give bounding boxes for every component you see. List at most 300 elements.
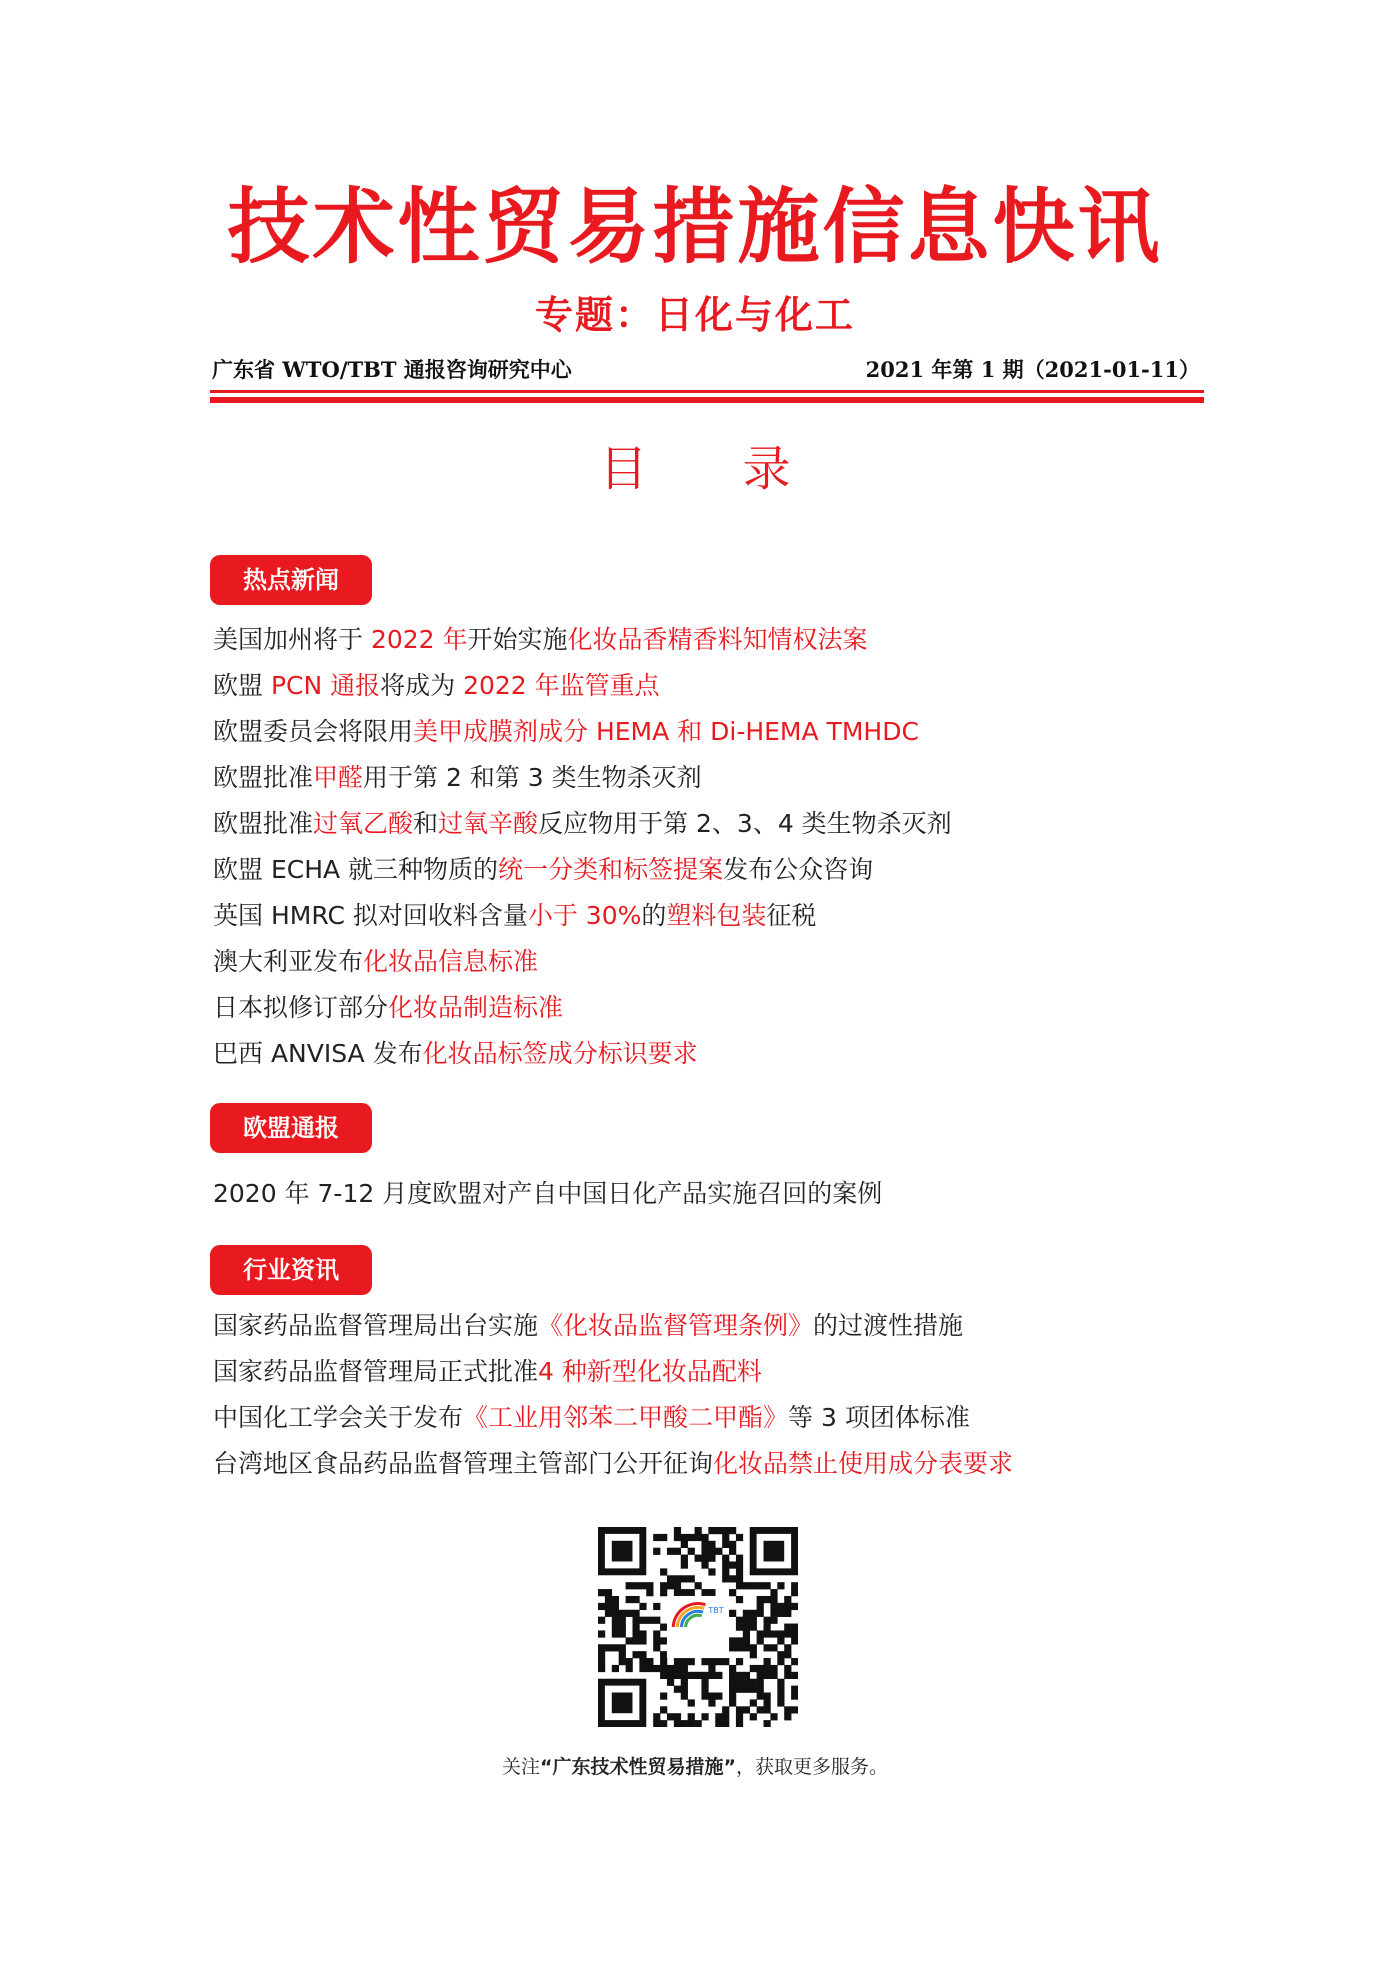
- qr-module: [701, 1561, 708, 1568]
- highlighted-text: 甲醛: [313, 763, 364, 792]
- qr-module: [722, 1561, 729, 1568]
- qr-module: [770, 1589, 777, 1596]
- highlighted-text: 小于 30%: [527, 901, 642, 930]
- qr-module: [701, 1686, 708, 1693]
- qr-module: [784, 1644, 791, 1651]
- qr-module: [708, 1541, 715, 1548]
- qr-module: [736, 1686, 743, 1693]
- highlighted-text: 《工业用邻苯二甲酸二甲酯》: [463, 1403, 789, 1432]
- qr-module: [736, 1713, 743, 1720]
- qr-module: [757, 1679, 764, 1686]
- qr-code-image: [598, 1527, 798, 1727]
- qr-module: [791, 1658, 798, 1665]
- qr-module: [750, 1679, 757, 1686]
- qr-module: [715, 1658, 722, 1665]
- qr-module: [701, 1679, 708, 1686]
- qr-module: [736, 1672, 743, 1679]
- qr-module: [777, 1699, 784, 1706]
- qr-module: [660, 1582, 667, 1589]
- qr-module: [757, 1610, 764, 1617]
- qr-module: [708, 1699, 715, 1706]
- qr-module: [612, 1617, 619, 1624]
- qr-module: [722, 1658, 729, 1665]
- qr-module: [770, 1630, 777, 1637]
- qr-module: [715, 1720, 722, 1727]
- qr-module: [646, 1582, 653, 1589]
- qr-module: [619, 1617, 626, 1624]
- qr-module: [777, 1610, 784, 1617]
- qr-module: [764, 1617, 771, 1624]
- qr-module: [667, 1679, 674, 1686]
- qr-module: [701, 1555, 708, 1562]
- highlighted-text: 化妆品标签成分标识要求: [422, 1039, 698, 1068]
- qr-module: [660, 1637, 667, 1644]
- header-divider-thick: [210, 397, 1204, 403]
- qr-module: [639, 1582, 646, 1589]
- qr-module: [764, 1644, 771, 1651]
- highlighted-text: 化妆品禁止使用成分表要求: [713, 1449, 1014, 1478]
- qr-module: [791, 1672, 798, 1679]
- newsletter-subtitle: 专题：日化与化工: [534, 293, 855, 337]
- item-text: 开始实施: [467, 625, 568, 654]
- qr-module: [653, 1665, 660, 1672]
- qr-module: [722, 1568, 729, 1575]
- issuer-name: 广东省 WTO/TBT 通报咨询研究中心: [212, 357, 572, 382]
- toc-item[interactable]: [213, 709, 952, 755]
- qr-module: [660, 1568, 667, 1575]
- qr-module: [743, 1679, 750, 1686]
- toc-item[interactable]: [213, 755, 952, 801]
- qr-module: [715, 1548, 722, 1555]
- qr-module: [660, 1706, 667, 1713]
- follow-caption: [0, 1752, 1390, 1779]
- qr-module: [736, 1720, 743, 1727]
- qr-module: [639, 1617, 646, 1624]
- qr-module: [674, 1665, 681, 1672]
- qr-module: [743, 1637, 750, 1644]
- toc-item[interactable]: [213, 847, 952, 893]
- item-text: 的: [641, 901, 667, 930]
- toc-title: 目 录: [599, 441, 831, 497]
- qr-module: [777, 1651, 784, 1658]
- qr-module: [722, 1555, 729, 1562]
- qr-module: [777, 1603, 784, 1610]
- item-text: 欧盟委员会将限用: [213, 717, 414, 746]
- qr-module: [598, 1651, 605, 1658]
- qr-module: [784, 1665, 791, 1672]
- qr-module: [708, 1672, 715, 1679]
- caption-suffix: ，获取更多服务。: [735, 1756, 888, 1778]
- qr-module: [708, 1693, 715, 1700]
- qr-module: [605, 1644, 612, 1651]
- qr-module: [757, 1596, 764, 1603]
- item-text: 欧盟 ECHA 就三种物质的: [213, 855, 499, 884]
- highlighted-text: 美甲成膜剂成分 HEMA 和 Di-HEMA TMHDC: [413, 717, 919, 746]
- qr-module: [729, 1699, 736, 1706]
- qr-module: [674, 1672, 681, 1679]
- qr-module: [639, 1658, 646, 1665]
- qr-module: [729, 1575, 736, 1582]
- industry-news-list: [213, 1303, 1013, 1487]
- qr-module: [764, 1720, 771, 1727]
- highlighted-text: 2022 年监管重点: [463, 671, 660, 700]
- qr-module: [632, 1610, 639, 1617]
- toc-item[interactable]: [213, 617, 952, 663]
- highlighted-text: 过氧乙酸: [313, 809, 414, 838]
- qr-module: [750, 1699, 757, 1706]
- qr-module: [708, 1527, 715, 1534]
- qr-module: [695, 1555, 702, 1562]
- item-text: 征税: [766, 901, 817, 930]
- qr-module: [674, 1713, 681, 1720]
- qr-module: [639, 1637, 646, 1644]
- qr-module: [757, 1582, 764, 1589]
- qr-module: [701, 1534, 708, 1541]
- qr-module: [646, 1589, 653, 1596]
- qr-module: [681, 1679, 688, 1686]
- qr-module: [722, 1541, 729, 1548]
- qr-module: [667, 1582, 674, 1589]
- qr-module: [784, 1706, 791, 1713]
- qr-module: [708, 1665, 715, 1672]
- item-text: 中国化工学会关于发布: [213, 1403, 464, 1432]
- qr-module: [695, 1720, 702, 1727]
- toc-item[interactable]: [213, 801, 952, 847]
- qr-module: [743, 1644, 750, 1651]
- qr-module: [598, 1603, 605, 1610]
- qr-module: [688, 1713, 695, 1720]
- highlighted-text: 2022 年: [370, 625, 468, 654]
- qr-module: [750, 1665, 757, 1672]
- item-text: 国家药品监督管理局正式批准: [213, 1357, 539, 1386]
- qr-module: [653, 1548, 660, 1555]
- qr-module: [791, 1693, 798, 1700]
- qr-module: [784, 1651, 791, 1658]
- qr-module: [695, 1582, 702, 1589]
- qr-module: [674, 1534, 681, 1541]
- qr-module: [688, 1534, 695, 1541]
- qr-module: [660, 1720, 667, 1727]
- qr-module: [729, 1541, 736, 1548]
- qr-module: [632, 1582, 639, 1589]
- highlighted-text: 统一分类和标签提案: [498, 855, 724, 884]
- qr-module: [674, 1589, 681, 1596]
- qr-module: [736, 1555, 743, 1562]
- qr-code[interactable]: [598, 1527, 798, 1727]
- qr-module: [708, 1658, 715, 1665]
- qr-module: [660, 1672, 667, 1679]
- item-text: 欧盟批准: [213, 809, 314, 838]
- qr-module: [757, 1686, 764, 1693]
- qr-module: [605, 1610, 612, 1617]
- qr-module: [653, 1713, 660, 1720]
- highlighted-text: 《化妆品监督管理条例》: [538, 1311, 814, 1340]
- qr-module: [701, 1693, 708, 1700]
- qr-module: [632, 1596, 639, 1603]
- qr-module: [784, 1596, 791, 1603]
- qr-module: [701, 1548, 708, 1555]
- qr-module: [612, 1603, 619, 1610]
- qr-module: [777, 1637, 784, 1644]
- qr-module: [619, 1610, 626, 1617]
- item-text: 台湾地区食品药品监督管理主管部门公开征询: [213, 1449, 714, 1478]
- qr-module: [688, 1658, 695, 1665]
- qr-module: [757, 1603, 764, 1610]
- qr-module: [770, 1603, 777, 1610]
- qr-module: [743, 1610, 750, 1617]
- qr-module: [681, 1561, 688, 1568]
- qr-module: [743, 1706, 750, 1713]
- qr-module: [736, 1568, 743, 1575]
- qr-module: [764, 1658, 771, 1665]
- toc-item[interactable]: [213, 893, 952, 939]
- qr-module: [784, 1603, 791, 1610]
- qr-module: [619, 1624, 626, 1631]
- qr-module: [667, 1713, 674, 1720]
- qr-module: [729, 1527, 736, 1534]
- qr-module: [674, 1527, 681, 1534]
- qr-module: [653, 1630, 660, 1637]
- qr-module: [612, 1596, 619, 1603]
- qr-module: [626, 1665, 633, 1672]
- qr-module: [770, 1665, 777, 1672]
- qr-module: [681, 1665, 688, 1672]
- qr-module: [626, 1582, 633, 1589]
- qr-module: [736, 1658, 743, 1665]
- header-divider-thin: [210, 390, 1204, 393]
- qr-module: [681, 1555, 688, 1562]
- qr-module: [757, 1637, 764, 1644]
- qr-module: [674, 1658, 681, 1665]
- qr-module: [598, 1617, 605, 1624]
- qr-module: [729, 1548, 736, 1555]
- qr-module: [777, 1693, 784, 1700]
- item-text: 日本拟修订部分: [213, 993, 389, 1022]
- qr-module: [660, 1693, 667, 1700]
- qr-module: [688, 1575, 695, 1582]
- qr-module: [729, 1665, 736, 1672]
- qr-module: [770, 1672, 777, 1679]
- toc-item[interactable]: [213, 1171, 882, 1217]
- qr-module: [736, 1637, 743, 1644]
- qr-module: [612, 1644, 619, 1651]
- toc-item[interactable]: [213, 939, 952, 985]
- qr-module: [660, 1658, 667, 1665]
- qr-module: [681, 1720, 688, 1727]
- qr-finder-center: [612, 1693, 633, 1714]
- qr-module: [750, 1713, 757, 1720]
- qr-module: [729, 1637, 736, 1644]
- qr-module: [736, 1596, 743, 1603]
- qr-module: [770, 1644, 777, 1651]
- qr-module: [598, 1665, 605, 1672]
- qr-module: [757, 1693, 764, 1700]
- qr-module: [750, 1610, 757, 1617]
- highlighted-text: 4 种新型化妆品配料: [538, 1357, 762, 1386]
- qr-module: [701, 1589, 708, 1596]
- toc-item[interactable]: [213, 1349, 1013, 1395]
- qr-module: [653, 1644, 660, 1651]
- qr-module: [681, 1575, 688, 1582]
- qr-module: [791, 1624, 798, 1631]
- qr-module: [729, 1589, 736, 1596]
- qr-module: [708, 1589, 715, 1596]
- qr-module: [639, 1651, 646, 1658]
- qr-module: [715, 1527, 722, 1534]
- qr-module: [674, 1686, 681, 1693]
- qr-module: [784, 1624, 791, 1631]
- qr-module: [736, 1575, 743, 1582]
- qr-module: [770, 1596, 777, 1603]
- qr-module: [598, 1658, 605, 1665]
- qr-module: [674, 1720, 681, 1727]
- qr-logo-text: TBT: [708, 1606, 724, 1616]
- qr-module: [639, 1665, 646, 1672]
- qr-module: [688, 1589, 695, 1596]
- qr-module: [715, 1713, 722, 1720]
- qr-module: [764, 1624, 771, 1631]
- qr-module: [605, 1603, 612, 1610]
- qr-module: [791, 1582, 798, 1589]
- toc-item[interactable]: [213, 1031, 952, 1077]
- qr-module: [715, 1693, 722, 1700]
- qr-module: [626, 1637, 633, 1644]
- qr-module: [750, 1617, 757, 1624]
- item-text: 将成为: [380, 671, 464, 700]
- qr-module: [626, 1658, 633, 1665]
- caption-prefix: 关注: [501, 1756, 540, 1778]
- qr-module: [729, 1686, 736, 1693]
- section-badge-eu-notification: 欧盟通报: [210, 1103, 372, 1153]
- qr-module: [791, 1637, 798, 1644]
- qr-module: [612, 1630, 619, 1637]
- qr-module: [667, 1665, 674, 1672]
- qr-module: [770, 1617, 777, 1624]
- qr-module: [612, 1624, 619, 1631]
- qr-module: [660, 1589, 667, 1596]
- qr-module: [619, 1630, 626, 1637]
- qr-module: [791, 1603, 798, 1610]
- qr-module: [598, 1589, 605, 1596]
- qr-module: [736, 1582, 743, 1589]
- qr-module: [777, 1630, 784, 1637]
- qr-module: [681, 1541, 688, 1548]
- qr-module: [743, 1617, 750, 1624]
- qr-module: [660, 1624, 667, 1631]
- qr-module: [660, 1665, 667, 1672]
- qr-module: [770, 1610, 777, 1617]
- qr-module: [784, 1713, 791, 1720]
- qr-module: [764, 1699, 771, 1706]
- qr-finder-center: [612, 1541, 633, 1562]
- qr-module: [722, 1706, 729, 1713]
- item-text: 欧盟: [213, 671, 271, 700]
- qr-module: [743, 1686, 750, 1693]
- qr-module: [777, 1582, 784, 1589]
- qr-module: [729, 1610, 736, 1617]
- qr-module: [695, 1527, 702, 1534]
- qr-module: [743, 1624, 750, 1631]
- qr-module: [646, 1617, 653, 1624]
- qr-module: [681, 1658, 688, 1665]
- caption-account-name: “广东技术性贸易措施”: [540, 1756, 736, 1778]
- toc-item[interactable]: [213, 663, 952, 709]
- qr-module: [701, 1541, 708, 1548]
- qr-module: [770, 1713, 777, 1720]
- item-text: 用于第 2 和第 3 类生物杀灭剂: [363, 763, 702, 792]
- qr-module: [632, 1624, 639, 1631]
- qr-module: [764, 1706, 771, 1713]
- toc-item[interactable]: [213, 985, 952, 1031]
- item-text: 美国加州将于: [213, 625, 371, 654]
- toc-item[interactable]: [213, 1441, 1013, 1487]
- qr-module: [743, 1672, 750, 1679]
- qr-module: [764, 1582, 771, 1589]
- qr-module: [695, 1672, 702, 1679]
- qr-module: [729, 1693, 736, 1700]
- qr-module: [729, 1561, 736, 1568]
- qr-module: [777, 1679, 784, 1686]
- qr-module: [736, 1617, 743, 1624]
- section-badge-hot-news: 热点新闻: [210, 555, 372, 605]
- qr-module: [632, 1651, 639, 1658]
- toc-item[interactable]: [213, 1303, 1013, 1349]
- qr-module: [722, 1713, 729, 1720]
- qr-module: [736, 1561, 743, 1568]
- qr-module: [612, 1665, 619, 1672]
- section-badge-industry-news: 行业资讯: [210, 1245, 372, 1295]
- qr-module: [674, 1575, 681, 1582]
- qr-module: [619, 1644, 626, 1651]
- qr-module: [619, 1651, 626, 1658]
- qr-module: [736, 1624, 743, 1631]
- qr-module: [660, 1534, 667, 1541]
- qr-module: [764, 1672, 771, 1679]
- qr-module: [750, 1686, 757, 1693]
- qr-module: [688, 1699, 695, 1706]
- qr-module: [605, 1589, 612, 1596]
- qr-module: [729, 1679, 736, 1686]
- qr-module: [757, 1630, 764, 1637]
- qr-module: [653, 1603, 660, 1610]
- qr-module: [681, 1686, 688, 1693]
- qr-module: [701, 1672, 708, 1679]
- item-text: 反应物用于第 2、3、4 类生物杀灭剂: [538, 809, 952, 838]
- item-text: 国家药品监督管理局出台实施: [213, 1311, 539, 1340]
- qr-module: [612, 1610, 619, 1617]
- qr-module: [722, 1534, 729, 1541]
- qr-module: [764, 1596, 771, 1603]
- qr-module: [646, 1658, 653, 1665]
- qr-module: [736, 1706, 743, 1713]
- qr-module: [764, 1665, 771, 1672]
- qr-module: [784, 1610, 791, 1617]
- qr-module: [736, 1679, 743, 1686]
- qr-module: [750, 1582, 757, 1589]
- qr-module: [632, 1617, 639, 1624]
- qr-module: [598, 1644, 605, 1651]
- qr-module: [757, 1706, 764, 1713]
- toc-item[interactable]: [213, 1395, 1013, 1441]
- eu-notification-list: [213, 1171, 882, 1217]
- qr-module: [743, 1582, 750, 1589]
- qr-module: [764, 1630, 771, 1637]
- qr-module: [736, 1644, 743, 1651]
- qr-module: [784, 1630, 791, 1637]
- qr-module: [708, 1568, 715, 1575]
- highlighted-text: 化妆品信息标准: [363, 947, 539, 976]
- highlighted-text: PCN 通报: [270, 671, 381, 700]
